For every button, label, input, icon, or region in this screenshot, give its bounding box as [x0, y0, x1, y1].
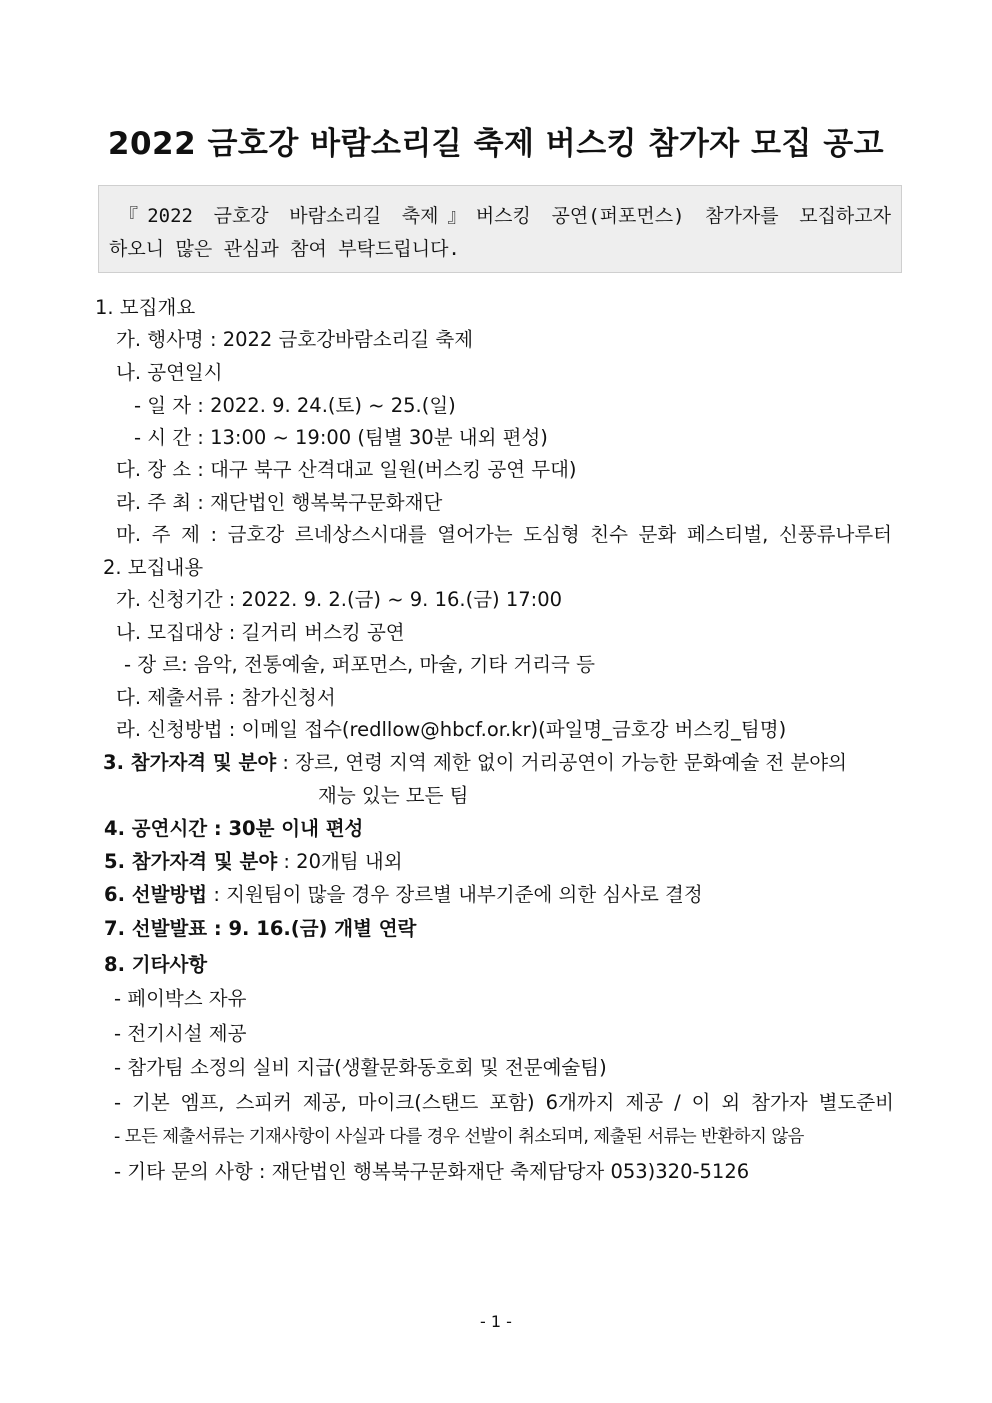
section-1-heading: 1. 모집개요: [95, 296, 196, 319]
section-3-label: 3. 참가자격 및 분야: [103, 751, 277, 774]
misc-item: - 모든 제출서류는 기재사항이 사실과 다를 경우 선발이 취소되며, 제출된 서류는 반환하지 않음: [114, 1127, 804, 1147]
misc-item: - 기본 엠프, 스피커 제공, 마이크(스탠드 포함) 6개까지 제공 / 이 외 참가자 별도준비: [114, 1091, 894, 1114]
section-5-line: [0, 847, 992, 877]
section-3-continuation: 재능 있는 모든 팀: [318, 784, 469, 807]
intro-line-1: 『2022 금호강 바람소리길 축제』버스킹 공연(퍼포먼스) 참가자를 모집하고자: [119, 205, 891, 227]
misc-item: - 전기시설 제공: [114, 1022, 247, 1045]
theme-item: 마. 주 제 : 금호강 르네상스시대를 열어가는 도심형 친수 문화 페스티벌, 신풍류나루터: [116, 523, 892, 546]
application-period-item: 가. 신청기간 : 2022. 9. 2.(금) ~ 9. 16.(금) 17:00: [116, 588, 563, 611]
section-4-line: 4. 공연시간 : 30분 이내 편성: [104, 817, 364, 840]
section-5-text: : 20개팀 내외: [277, 850, 403, 873]
host-item: 라. 주 최 : 재단법인 행복북구문화재단: [116, 491, 443, 514]
section-5-label: 5. 참가자격 및 분야: [104, 850, 278, 873]
performance-datetime-item: 나. 공연일시: [116, 361, 223, 384]
intro-line-2: 하오니 많은 관심과 참여 부탁드립니다.: [109, 238, 460, 260]
section-2-heading: 2. 모집내용: [103, 556, 204, 579]
section-3-text: : 장르, 연령 지역 제한 없이 거리공연이 가능한 문화예술 전 분야의: [276, 751, 847, 774]
section-8-heading: 8. 기타사항: [104, 953, 208, 976]
intro-box: [98, 185, 902, 273]
section-7-line: 7. 선발발표 : 9. 16.(금) 개별 연락: [104, 917, 417, 940]
section-6-label: 6. 선발방법: [104, 883, 208, 906]
section-3-line: [0, 748, 992, 778]
performance-time: - 시 간 : 13:00 ~ 19:00 (팀별 30분 내외 편성): [134, 426, 548, 449]
misc-item: - 기타 문의 사항 : 재단법인 행복북구문화재단 축제담당자 053)320-5126: [114, 1160, 750, 1183]
venue-item: 다. 장 소 : 대구 북구 산격대교 일원(버스킹 공연 무대): [116, 458, 577, 481]
page-number: - 1 -: [480, 1312, 512, 1331]
performance-date: - 일 자 : 2022. 9. 24.(토) ~ 25.(일): [134, 394, 456, 417]
event-name-item: 가. 행사명 : 2022 금호강바람소리길 축제: [116, 328, 474, 351]
documents-item: 다. 제출서류 : 참가신청서: [116, 686, 336, 709]
section-6-text: : 지원팀이 많을 경우 장르별 내부기준에 의한 심사로 결정: [207, 883, 703, 906]
genre-item: - 장 르: 음악, 전통예술, 퍼포먼스, 마술, 기타 거리극 등: [124, 653, 595, 676]
misc-item: - 페이박스 자유: [114, 987, 247, 1010]
page-title: 2022 금호강 바람소리길 축제 버스킹 참가자 모집 공고: [107, 126, 885, 162]
section-6-line: [0, 880, 992, 910]
misc-item: - 참가팀 소정의 실비 지급(생활문화동호회 및 전문예술팀): [114, 1056, 607, 1079]
recruit-target-item: 나. 모집대상 : 길거리 버스킹 공연: [116, 621, 405, 644]
application-method-item: 라. 신청방법 : 이메일 접수(redllow@hbcf.or.kr)(파일명_금호강 버스킹_팀명): [116, 718, 787, 741]
